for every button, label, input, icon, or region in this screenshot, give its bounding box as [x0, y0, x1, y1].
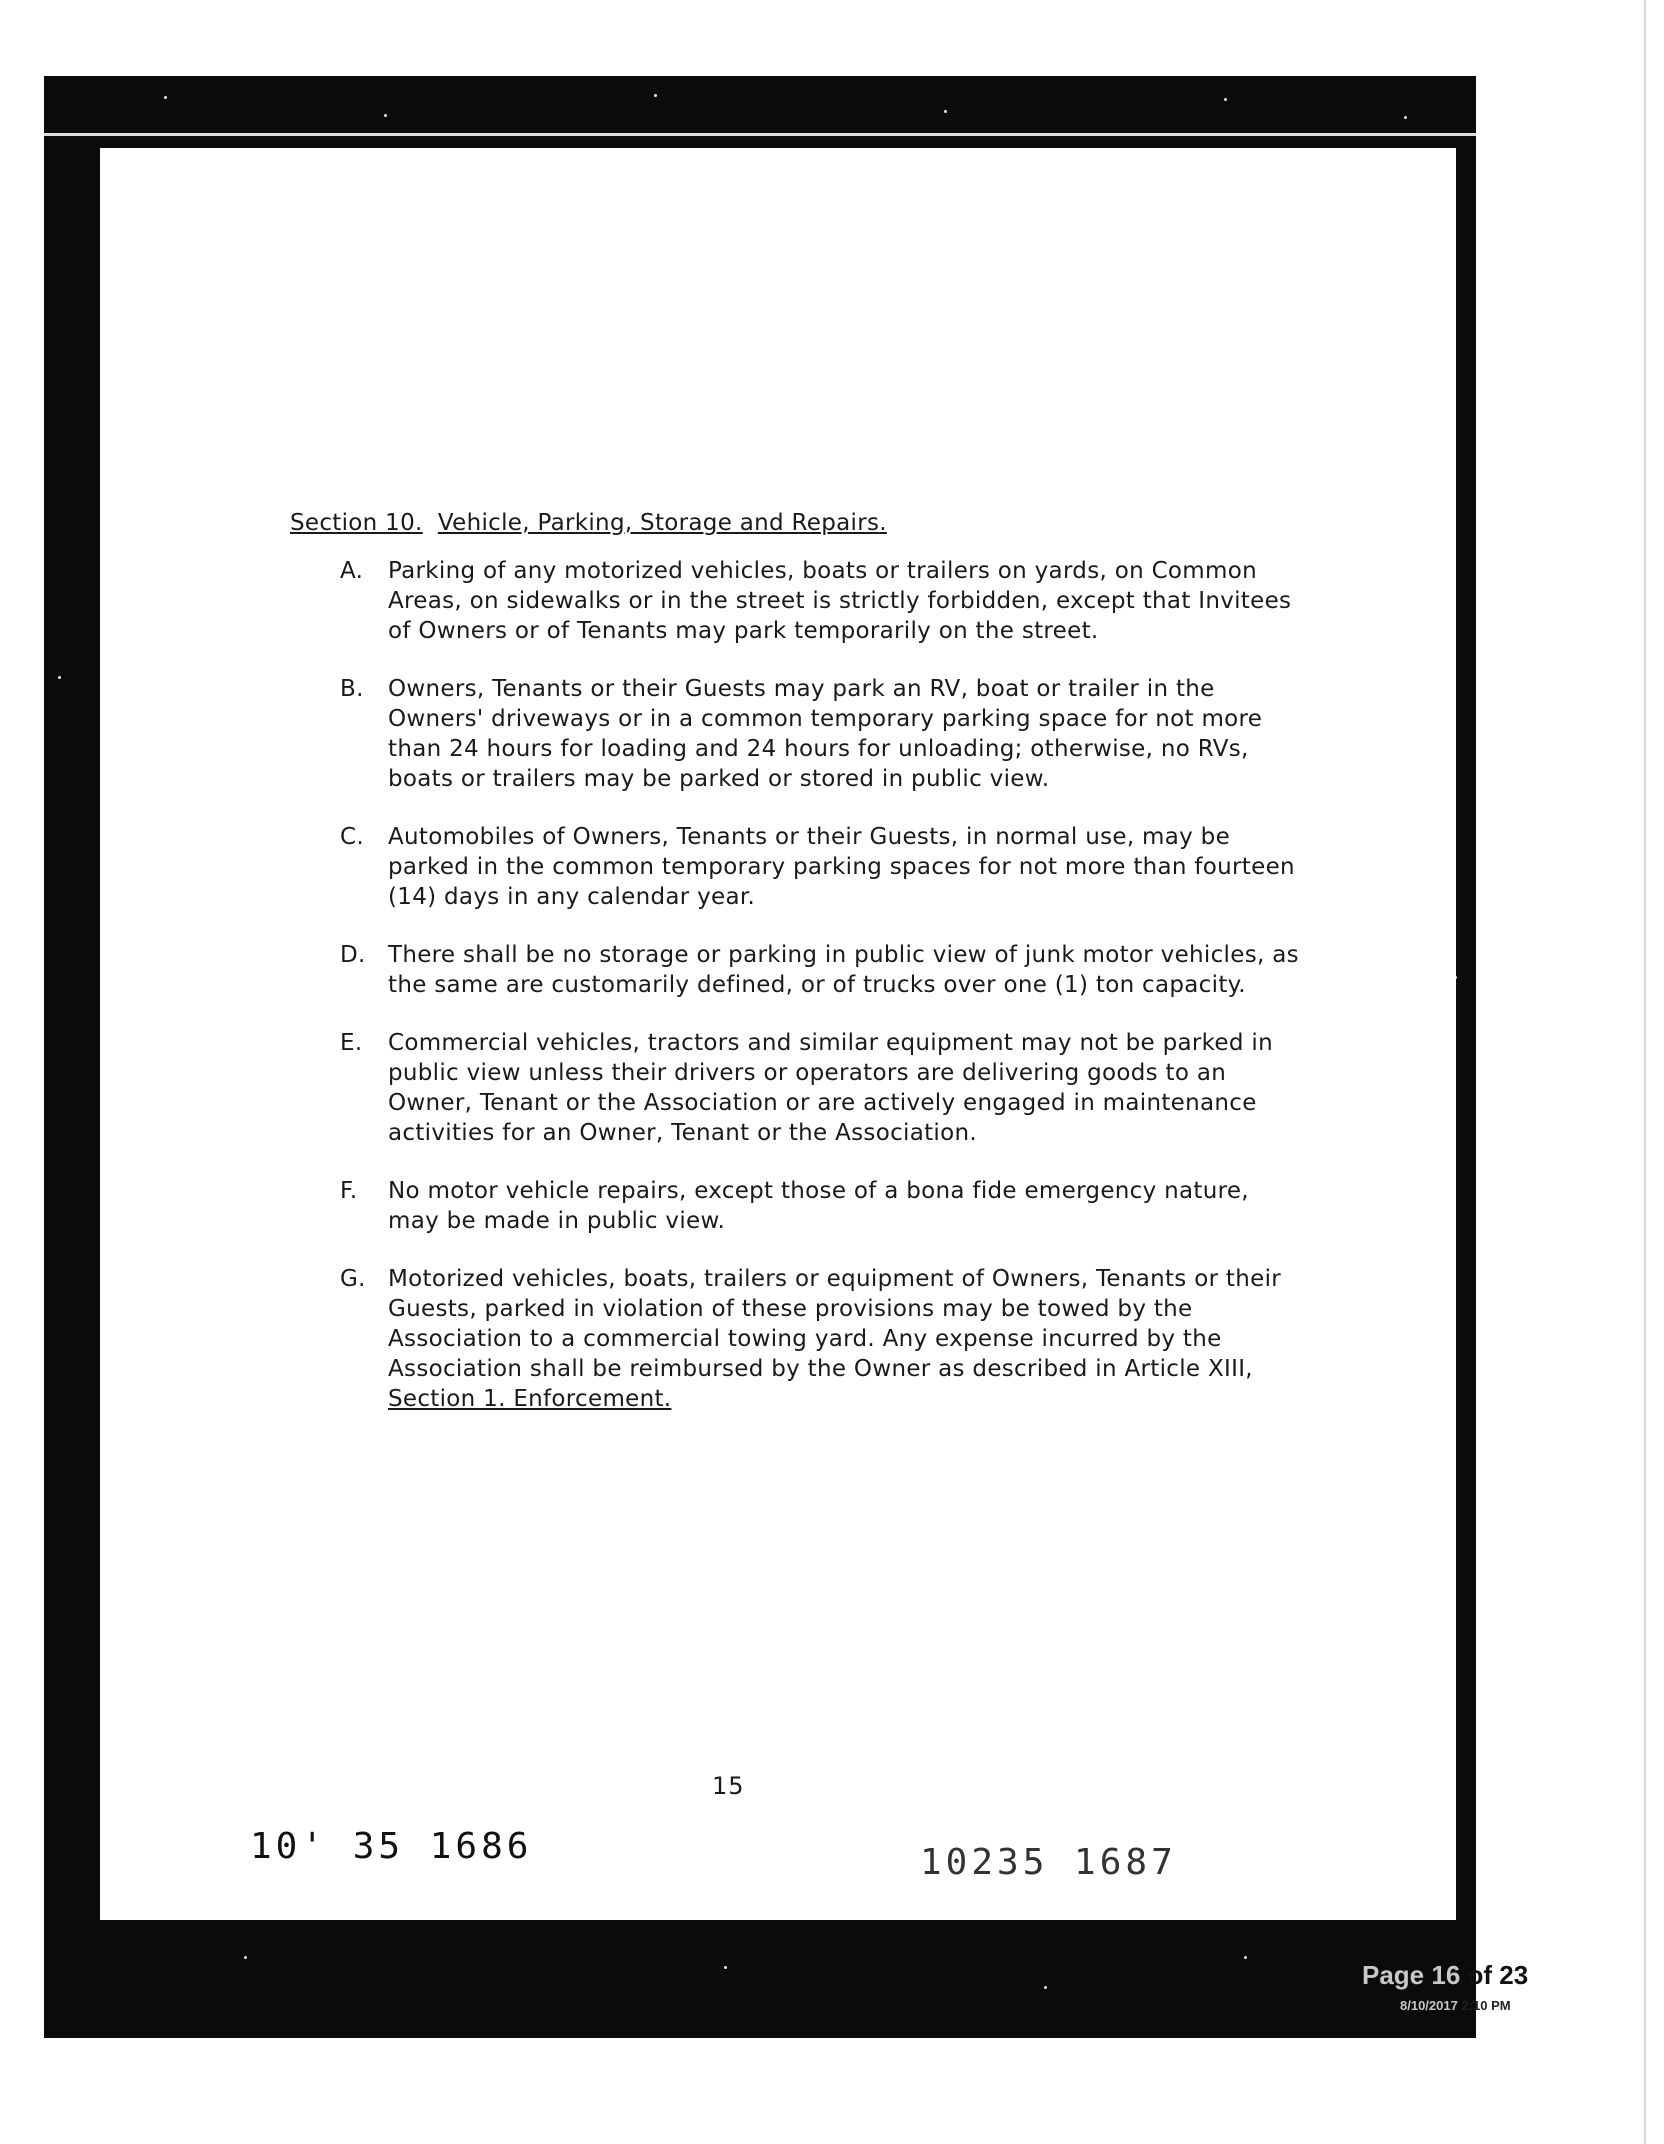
- scan-speck: [944, 110, 947, 113]
- print-time: 2:10 PM: [1457, 1998, 1511, 2013]
- list-item: [340, 822, 1320, 912]
- item-letter: F.: [340, 1178, 358, 1204]
- section-trailing: .: [879, 510, 887, 536]
- item-letter: C.: [340, 824, 364, 850]
- scan-speck: [384, 114, 387, 117]
- scan-speck: [724, 1966, 727, 1969]
- list-item: [340, 1176, 1320, 1236]
- document-body: [290, 508, 1320, 1442]
- scan-speck: [244, 1956, 247, 1959]
- recording-stamp-left: 10' 35 1686: [250, 1826, 533, 1867]
- scan-speck: [1224, 98, 1227, 101]
- scan-speck: [58, 676, 61, 679]
- print-timestamp: [1400, 1998, 1511, 2013]
- list-item: [340, 674, 1320, 794]
- viewer-edge: [1644, 0, 1646, 2144]
- item-text: There shall be no storage or parking in public view of junk motor vehicles, as the same are customarily defined, or of trucks over one (1) ton capacity.: [388, 942, 1299, 998]
- item-text: Parking of any motorized vehicles, boats or trailers on yards, on Common Areas, on sidewalks or in the street is strictly forbidden, except that Invitees of Owners or of Tenants may park temporarily on the street.: [388, 558, 1292, 644]
- section-heading: [290, 508, 1320, 538]
- item-text: Commercial vehicles, tractors and similar equipment may not be parked in public view unless their drivers or operators are delivering goods to an Owner, Tenant or the Association or are actively engaged in maintenance activities for an Owner, Tenant or the Association.: [388, 1030, 1273, 1146]
- scan-speck: [1404, 116, 1407, 119]
- item-letter: E.: [340, 1030, 363, 1056]
- item-text: No motor vehicle repairs, except those of a bona fide emergency nature, may be made in public view.: [388, 1178, 1249, 1234]
- page-counter-total: of 23: [1460, 1960, 1529, 1990]
- item-letter: B.: [340, 676, 364, 702]
- scan-speck: [1244, 1956, 1247, 1959]
- scan-speck: [1044, 1986, 1047, 1989]
- page-counter: [1362, 1960, 1528, 1991]
- item-text: Owners, Tenants or their Guests may park an RV, boat or trailer in the Owners' driveways or in a common temporary parking space for not more than 24 hours for loading and 24 hours for unloading; otherwise, no RVs, boats or trailers may be parked or stored in public view.: [388, 676, 1263, 792]
- section-number: Section 10.: [290, 510, 423, 536]
- rules-list: [290, 556, 1320, 1414]
- page-counter-prefix: Page 16: [1362, 1960, 1461, 1990]
- scan-rule: [44, 133, 1476, 136]
- item-letter: A.: [340, 558, 364, 584]
- enforcement-reference: Section 1. Enforcement.: [388, 1386, 672, 1412]
- scan-speck: [164, 96, 167, 99]
- list-item: [340, 1264, 1320, 1414]
- item-text-body: Motorized vehicles, boats, trailers or equipment of Owners, Tenants or their Guests, parked in violation of these provisions may be towed by the Association to a commercial towing yard. Any expense incurred by the Association shall be reimbursed by the Owner as described in Article XIII,: [388, 1266, 1282, 1382]
- item-letter: D.: [340, 942, 366, 968]
- item-letter: G.: [340, 1266, 366, 1292]
- item-text: [388, 1264, 1320, 1414]
- print-date: 8/10/2017: [1400, 1998, 1458, 2013]
- list-item: [340, 940, 1320, 1000]
- list-item: [340, 556, 1320, 646]
- scan-speck: [654, 94, 657, 97]
- list-item: [340, 1028, 1320, 1148]
- section-title: Vehicle, Parking, Storage and Repairs: [437, 510, 880, 536]
- recording-stamp-right: 10235 1687: [920, 1842, 1177, 1883]
- item-text: Automobiles of Owners, Tenants or their Guests, in normal use, may be parked in the common temporary parking spaces for not more than fourteen (14) days in any calendar year.: [388, 824, 1295, 910]
- page-number: 15: [712, 1772, 745, 1800]
